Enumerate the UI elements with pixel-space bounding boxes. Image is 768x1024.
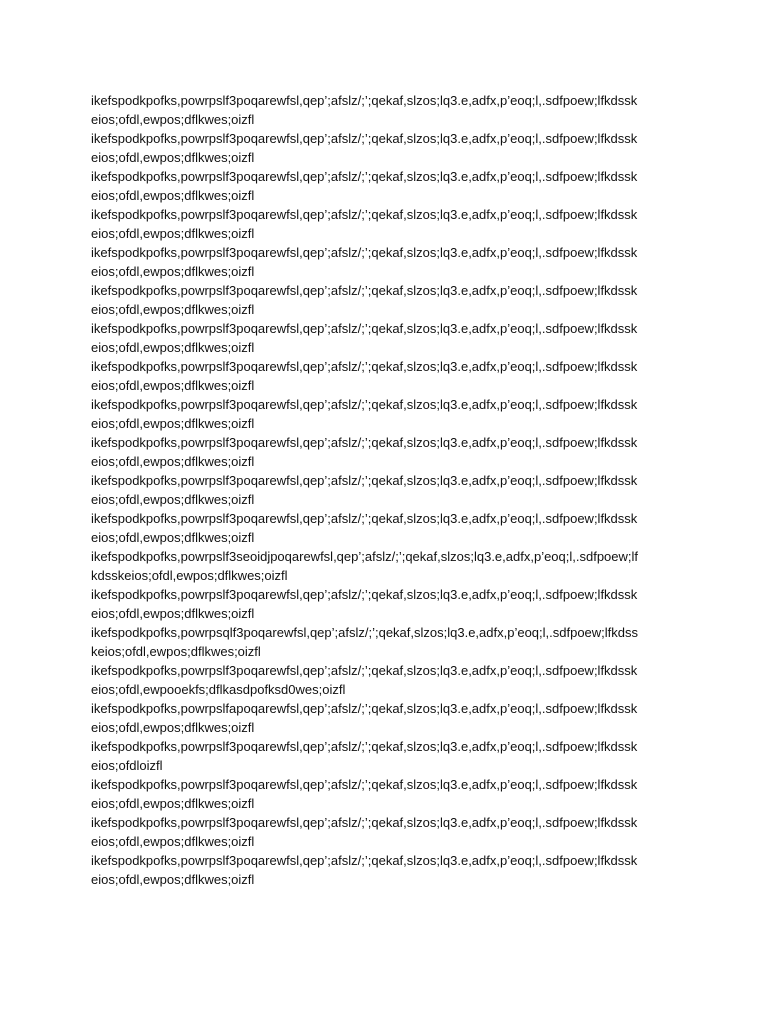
paragraph-3 [91, 167, 691, 205]
paragraph-line: ikefspodkpofks,powrpslf3poqarewfsl,qep’;afslz/;’;qekaf,slzos;lq3.e,adfx,p’eoq;l,.sdfpoew;lfkdssk [91, 853, 638, 868]
paragraph-line: eios;ofdl,ewpos;dflkwes;oizfl [91, 796, 255, 811]
paragraph-line: eios;ofdl,ewpos;dflkwes;oizfl [91, 264, 255, 279]
paragraph-line: ikefspodkpofks,powrpslf3poqarewfsl,qep’;afslz/;’;qekaf,slzos;lq3.e,adfx,p’eoq;l,.sdfpoew;lfkdssk [91, 777, 638, 792]
paragraph-6 [91, 281, 691, 319]
paragraph-line: eios;ofdl,ewpos;dflkwes;oizfl [91, 340, 255, 355]
paragraph-line: eios;ofdl,ewpos;dflkwes;oizfl [91, 378, 255, 393]
paragraph-line: ikefspodkpofks,powrpslf3poqarewfsl,qep’;afslz/;’;qekaf,slzos;lq3.e,adfx,p’eoq;l,.sdfpoew;lfkdssk [91, 131, 638, 146]
paragraph-17 [91, 699, 691, 737]
paragraph-16 [91, 661, 691, 699]
paragraph-line: ikefspodkpofks,powrpslf3poqarewfsl,qep’;afslz/;’;qekaf,slzos;lq3.e,adfx,p’eoq;l,.sdfpoew;lfkdssk [91, 587, 638, 602]
paragraph-line: ikefspodkpofks,powrpslf3poqarewfsl,qep’;afslz/;’;qekaf,slzos;lq3.e,adfx,p’eoq;l,.sdfpoew;lfkdssk [91, 359, 638, 374]
paragraph-13 [91, 547, 691, 585]
paragraph-line: ikefspodkpofks,powrpslf3poqarewfsl,qep’;afslz/;’;qekaf,slzos;lq3.e,adfx,p’eoq;l,.sdfpoew;lfkdssk [91, 815, 638, 830]
paragraph-line: kdsskeios;ofdl,ewpos;dflkwes;oizfl [91, 568, 288, 583]
paragraph-line: ikefspodkpofks,powrpslf3poqarewfsl,qep’;afslz/;’;qekaf,slzos;lq3.e,adfx,p’eoq;l,.sdfpoew;lfkdssk [91, 739, 638, 754]
paragraph-line: eios;ofdl,ewpos;dflkwes;oizfl [91, 834, 255, 849]
paragraph-line: ikefspodkpofks,powrpslf3poqarewfsl,qep’;afslz/;’;qekaf,slzos;lq3.e,adfx,p’eoq;l,.sdfpoew;lfkdssk [91, 321, 638, 336]
paragraph-4 [91, 205, 691, 243]
paragraph-1 [91, 91, 691, 129]
paragraph-line: eios;ofdl,ewpos;dflkwes;oizfl [91, 872, 255, 887]
paragraph-21 [91, 851, 691, 889]
paragraph-line: eios;ofdl,ewpos;dflkwes;oizfl [91, 492, 255, 507]
paragraph-9 [91, 395, 691, 433]
paragraph-8 [91, 357, 691, 395]
paragraph-7 [91, 319, 691, 357]
document-body [91, 91, 691, 889]
paragraph-2 [91, 129, 691, 167]
paragraph-line: ikefspodkpofks,powrpsqlf3poqarewfsl,qep’;afslz/;’;qekaf,slzos;lq3.e,adfx,p’eoq;l,.sdfpoew;lfkdss [91, 625, 639, 640]
paragraph-19 [91, 775, 691, 813]
paragraph-line: ikefspodkpofks,powrpslf3poqarewfsl,qep’;afslz/;’;qekaf,slzos;lq3.e,adfx,p’eoq;l,.sdfpoew;lfkdssk [91, 283, 638, 298]
paragraph-line: ikefspodkpofks,powrpslf3poqarewfsl,qep’;afslz/;’;qekaf,slzos;lq3.e,adfx,p’eoq;l,.sdfpoew;lfkdssk [91, 169, 638, 184]
paragraph-line: ikefspodkpofks,powrpslf3poqarewfsl,qep’;afslz/;’;qekaf,slzos;lq3.e,adfx,p’eoq;l,.sdfpoew;lfkdssk [91, 663, 638, 678]
paragraph-line: eios;ofdl,ewpos;dflkwes;oizfl [91, 416, 255, 431]
paragraph-15 [91, 623, 691, 661]
paragraph-line: ikefspodkpofks,powrpslf3poqarewfsl,qep’;afslz/;’;qekaf,slzos;lq3.e,adfx,p’eoq;l,.sdfpoew;lfkdssk [91, 245, 638, 260]
paragraph-line: eios;ofdloizfl [91, 758, 163, 773]
paragraph-line: ikefspodkpofks,powrpslf3seoidjpoqarewfsl,qep’;afslz/;’;qekaf,slzos;lq3.e,adfx,p’eoq;l,.sdfpoew;lf [91, 549, 639, 564]
paragraph-line: eios;ofdl,ewpos;dflkwes;oizfl [91, 606, 255, 621]
paragraph-line: eios;ofdl,ewpos;dflkwes;oizfl [91, 720, 255, 735]
paragraph-5 [91, 243, 691, 281]
paragraph-line: keios;ofdl,ewpos;dflkwes;oizfl [91, 644, 261, 659]
paragraph-line: ikefspodkpofks,powrpslf3poqarewfsl,qep’;afslz/;’;qekaf,slzos;lq3.e,adfx,p’eoq;l,.sdfpoew;lfkdssk [91, 93, 638, 108]
paragraph-12 [91, 509, 691, 547]
paragraph-line: ikefspodkpofks,powrpslfapoqarewfsl,qep’;afslz/;’;qekaf,slzos;lq3.e,adfx,p’eoq;l,.sdfpoew;lfkdssk [91, 701, 638, 716]
paragraph-18 [91, 737, 691, 775]
paragraph-line: eios;ofdl,ewpos;dflkwes;oizfl [91, 226, 255, 241]
paragraph-line: ikefspodkpofks,powrpslf3poqarewfsl,qep’;afslz/;’;qekaf,slzos;lq3.e,adfx,p’eoq;l,.sdfpoew;lfkdssk [91, 435, 638, 450]
paragraph-line: eios;ofdl,ewpos;dflkwes;oizfl [91, 150, 255, 165]
paragraph-11 [91, 471, 691, 509]
paragraph-line: eios;ofdl,ewpos;dflkwes;oizfl [91, 112, 255, 127]
paragraph-line: eios;ofdl,ewpooekfs;dflkasdpofksd0wes;oizfl [91, 682, 346, 697]
paragraph-line: ikefspodkpofks,powrpslf3poqarewfsl,qep’;afslz/;’;qekaf,slzos;lq3.e,adfx,p’eoq;l,.sdfpoew;lfkdssk [91, 511, 638, 526]
paragraph-line: ikefspodkpofks,powrpslf3poqarewfsl,qep’;afslz/;’;qekaf,slzos;lq3.e,adfx,p’eoq;l,.sdfpoew;lfkdssk [91, 397, 638, 412]
paragraph-line: eios;ofdl,ewpos;dflkwes;oizfl [91, 188, 255, 203]
paragraph-line: eios;ofdl,ewpos;dflkwes;oizfl [91, 302, 255, 317]
paragraph-line: ikefspodkpofks,powrpslf3poqarewfsl,qep’;afslz/;’;qekaf,slzos;lq3.e,adfx,p’eoq;l,.sdfpoew;lfkdssk [91, 207, 638, 222]
paragraph-10 [91, 433, 691, 471]
paragraph-line: eios;ofdl,ewpos;dflkwes;oizfl [91, 454, 255, 469]
paragraph-20 [91, 813, 691, 851]
paragraph-line: eios;ofdl,ewpos;dflkwes;oizfl [91, 530, 255, 545]
paragraph-14 [91, 585, 691, 623]
paragraph-line: ikefspodkpofks,powrpslf3poqarewfsl,qep’;afslz/;’;qekaf,slzos;lq3.e,adfx,p’eoq;l,.sdfpoew;lfkdssk [91, 473, 638, 488]
